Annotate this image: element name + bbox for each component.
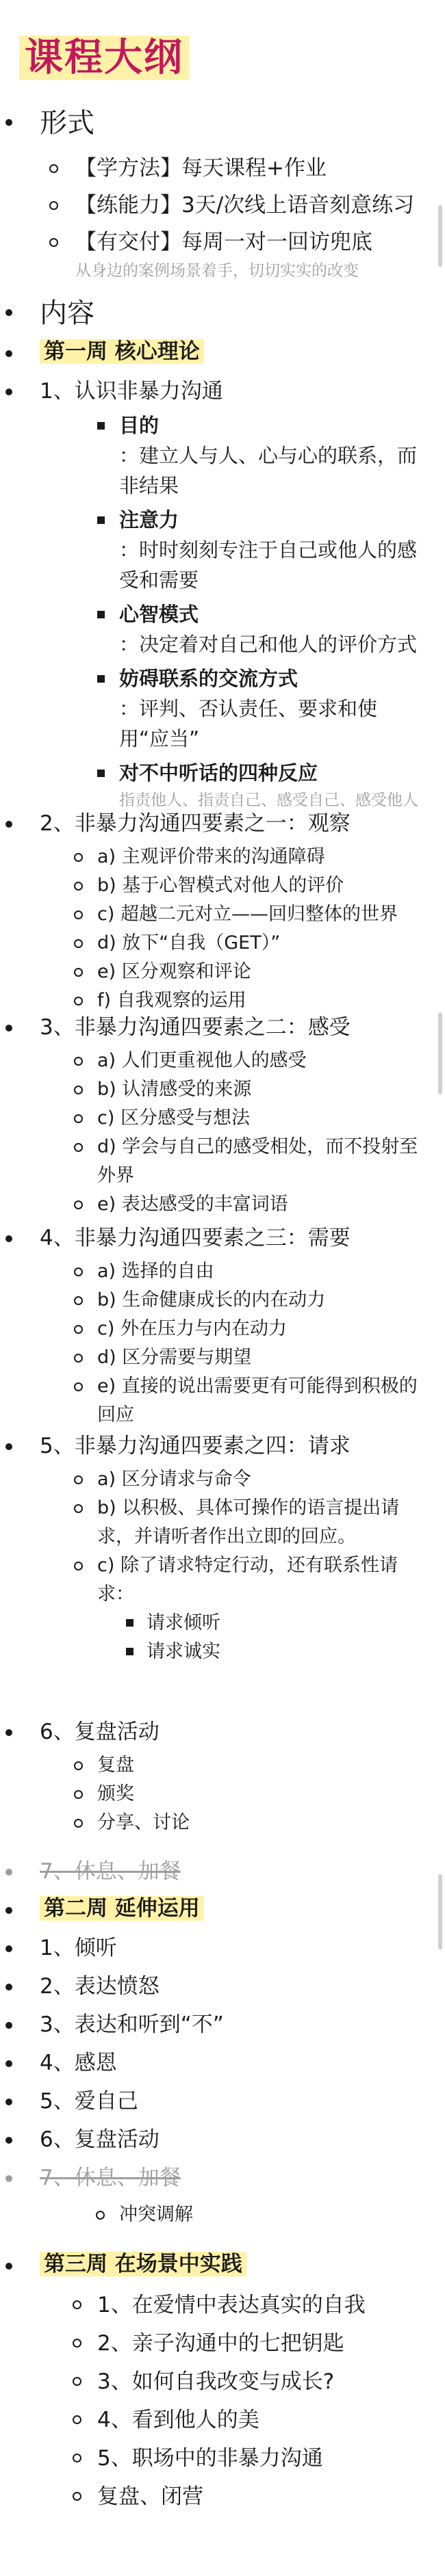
sec4-item: c) 外在压力与内在动力 <box>97 1318 287 1339</box>
sec4-items <box>97 1257 419 1430</box>
four-reactions-label: 对不中听话的四种反应 <box>119 761 318 785</box>
bullet-dot <box>5 1443 12 1450</box>
bullet-dot <box>5 389 12 395</box>
w1-sec1-items <box>119 410 420 813</box>
w1-sec3 <box>40 1011 423 1044</box>
bullet-ring <box>49 164 58 173</box>
sec6-items <box>97 1751 419 1837</box>
w2-item: 2、表达愤怒 <box>40 1974 160 1999</box>
w2-item: 1、倾听 <box>40 1936 117 1960</box>
w2-subitems <box>119 2200 420 2229</box>
bullet-dot <box>5 1729 12 1736</box>
bullet-dot <box>5 2175 12 2182</box>
sec2-item: f) 自我观察的运用 <box>97 990 246 1011</box>
mindset-desc: ：决定着对自己和他人的评价方式 <box>119 633 418 656</box>
bullet-ring <box>74 910 83 919</box>
bullet-ring <box>73 2454 81 2462</box>
w2-subitem: 冲突调解 <box>119 2204 193 2225</box>
sec3-item: c) 区分感受与想法 <box>97 1107 250 1129</box>
format-items <box>75 152 431 283</box>
week3-label: 第三周 在场景中实践 <box>40 2252 246 2276</box>
bullet-ring <box>73 2415 81 2424</box>
sec7-label: 7、休息、加餐 <box>40 1859 181 1884</box>
w2-item: 6、复盘活动 <box>40 2127 160 2152</box>
bullet-ring <box>74 1267 83 1276</box>
w1-sec6 <box>40 1716 423 1748</box>
sec3-items <box>97 1047 419 1219</box>
blocking-label: 妨碍联系的交流方式 <box>119 667 298 690</box>
bullet-ring <box>74 1790 83 1799</box>
w3-item: 3、如何自我改变与成长? <box>97 2369 335 2394</box>
bullet-ring <box>74 1325 83 1334</box>
sec2-item: b) 基于心智模式对他人的评价 <box>97 875 344 896</box>
bullet-dot <box>5 2137 12 2144</box>
sec2-item: a) 主观评价带来的沟通障碍 <box>97 846 325 867</box>
mindset-label: 心智模式 <box>119 603 199 626</box>
bullet-dot <box>5 1984 12 1990</box>
section-format <box>40 103 423 144</box>
attention-label: 注意力 <box>119 508 179 531</box>
week1-label: 第一周 核心理论 <box>40 339 204 364</box>
bullet-ring <box>74 1382 83 1391</box>
bullet-ring <box>96 2211 105 2220</box>
bullet-square <box>126 1619 134 1627</box>
week2-heading <box>40 1892 423 1925</box>
w1-sec2 <box>40 807 423 840</box>
bullet-dot <box>5 309 12 316</box>
bullet-ring <box>74 1086 83 1094</box>
bullet-dot <box>5 350 12 357</box>
sec6-item: 颁奖 <box>97 1783 134 1804</box>
sec6-item: 复盘 <box>97 1754 134 1776</box>
bullet-ring <box>74 1143 83 1152</box>
w2-item-struck: 7、休息、加餐 <box>40 2166 181 2190</box>
w2-items <box>40 1932 423 2194</box>
sec5-label: 5、非暴力沟通四要素之四：请求 <box>40 1434 351 1458</box>
format-label: 形式 <box>40 107 94 139</box>
format-item-1: 【学方法】每天课程+作业 <box>75 156 327 181</box>
bullet-ring <box>74 968 83 977</box>
bullet-ring <box>74 1761 83 1770</box>
bullet-ring <box>73 2339 81 2348</box>
scroll-indicator[interactable] <box>438 1874 442 1949</box>
sec6-label: 6、复盘活动 <box>40 1720 160 1744</box>
week2-label: 第二周 延伸运用 <box>40 1896 204 1921</box>
bullet-square <box>97 611 105 618</box>
format-item-3: 【有交付】每周一对一回访兜底 <box>75 230 372 254</box>
w1-sec5 <box>40 1430 423 1462</box>
bullet-dot <box>5 2099 12 2105</box>
bullet-ring <box>74 1819 83 1828</box>
sec2-item: d) 放下“自我（GET）” <box>97 932 281 954</box>
bullet-dot <box>5 1025 12 1031</box>
bullet-ring <box>74 1057 83 1066</box>
w2-item: 3、表达和听到“不” <box>40 2012 224 2037</box>
sec2-items <box>97 843 419 1015</box>
sec5-subitems <box>147 1609 419 1666</box>
scroll-indicator[interactable] <box>438 205 442 267</box>
bullet-ring <box>74 939 83 948</box>
bullet-dot <box>5 2263 12 2270</box>
bullet-dot <box>5 1869 12 1876</box>
goal-desc: ：建立人与人、心与心的联系，而非结果 <box>119 444 418 497</box>
week1-heading <box>40 335 423 368</box>
bullet-dot <box>5 1235 12 1242</box>
sec4-item: b) 生命健康成长的内在动力 <box>97 1289 326 1311</box>
format-item-2: 【练能力】3天/次线上语音刻意练习 <box>75 193 415 218</box>
blocking-desc: ：评判、否认责任、要求和使用“应当” <box>119 697 378 750</box>
bullet-ring <box>73 2492 81 2501</box>
bullet-ring <box>49 201 58 210</box>
bullet-square <box>97 770 105 777</box>
w3-item: 4、看到他人的美 <box>97 2408 259 2432</box>
section-content <box>40 293 423 334</box>
w3-items <box>97 2289 419 2513</box>
bullet-ring <box>73 2300 81 2309</box>
sec5-subitem: 请求倾听 <box>147 1612 220 1633</box>
bullet-ring <box>74 853 83 862</box>
w2-item: 5、爱自己 <box>40 2089 138 2114</box>
page-title: 课程大纲 <box>19 27 189 82</box>
bullet-ring <box>74 882 83 891</box>
week3-heading <box>40 2248 423 2281</box>
w1-sec7 <box>40 1855 423 1888</box>
w1-sec1-label: 1、认识非暴力沟通 <box>40 379 223 404</box>
bullet-ring <box>74 1562 83 1570</box>
bullet-ring <box>74 1504 83 1513</box>
sec3-item: d) 学会与自己的感受相处，而不投射至外界 <box>97 1136 418 1186</box>
sec3-item: b) 认清感受的来源 <box>97 1079 252 1100</box>
w1-sec4 <box>40 1222 423 1254</box>
bullet-dot <box>5 2022 12 2029</box>
w3-item: 复盘、闭营 <box>97 2484 203 2509</box>
four-reactions-desc: 指责他人、指责自己、感受自己、感受他人 <box>119 791 418 809</box>
sec2-label: 2、非暴力沟通四要素之一：观察 <box>40 811 351 836</box>
w3-item: 1、在爱情中表达真实的自我 <box>97 2293 366 2317</box>
bullet-dot <box>5 2060 12 2067</box>
attention-desc: ：时时刻刻专注于自己或他人的感受和需要 <box>119 538 418 592</box>
sec5-item: c) 除了请求特定行动，还有联系性请求： <box>97 1555 398 1605</box>
bullet-dot <box>5 1907 12 1914</box>
sec6-item: 分享、讨论 <box>97 1812 190 1833</box>
bullet-square <box>126 1648 134 1655</box>
sec5-items <box>97 1465 419 1666</box>
bullet-ring <box>74 1296 83 1305</box>
bullet-square <box>97 675 105 683</box>
bullet-ring <box>49 238 58 247</box>
bullet-dot <box>5 1945 12 1952</box>
goal-label: 目的 <box>119 414 160 437</box>
bullet-ring <box>74 1475 83 1484</box>
content-label: 内容 <box>40 298 94 329</box>
w1-sec1 <box>40 375 423 408</box>
bullet-square <box>97 422 105 430</box>
sec4-item: a) 选择的自由 <box>97 1261 214 1282</box>
bullet-ring <box>74 997 83 1006</box>
sec4-label: 4、非暴力沟通四要素之三：需要 <box>40 1226 351 1250</box>
sec3-item: a) 人们更重视他人的感受 <box>97 1050 307 1071</box>
w3-item: 2、亲子沟通中的七把钥匙 <box>97 2331 344 2356</box>
bullet-dot <box>5 119 12 126</box>
scroll-indicator[interactable] <box>438 1012 442 1094</box>
bullet-ring <box>73 2377 81 2386</box>
sec5-item: a) 区分请求与命令 <box>97 1469 251 1490</box>
sec2-item: e) 区分观察和评论 <box>97 961 251 982</box>
sec4-item: e) 直接的说出需要更有可能得到积极的回应 <box>97 1376 418 1425</box>
w2-item: 4、感恩 <box>40 2051 117 2075</box>
bullet-ring <box>74 1114 83 1123</box>
sec5-subitem: 请求诚实 <box>147 1641 220 1662</box>
bullet-dot <box>5 821 12 828</box>
sec5-item: b) 以积极、具体可操作的语言提出请求，并请听者作出立即的回应。 <box>97 1497 400 1547</box>
sec3-item: e) 表达感受的丰富词语 <box>97 1194 288 1215</box>
bullet-ring <box>74 1200 83 1209</box>
bullet-square <box>97 516 105 524</box>
sec4-item: d) 区分需要与期望 <box>97 1347 252 1368</box>
w3-item: 5、职场中的非暴力沟通 <box>97 2446 323 2471</box>
sec2-item: c) 超越二元对立——回归整体的世界 <box>97 904 398 925</box>
format-item-3-note: 从身边的案例场景着手，切切实实的改变 <box>75 262 359 280</box>
bullet-ring <box>74 1354 83 1363</box>
sec3-label: 3、非暴力沟通四要素之二：感受 <box>40 1015 351 1040</box>
